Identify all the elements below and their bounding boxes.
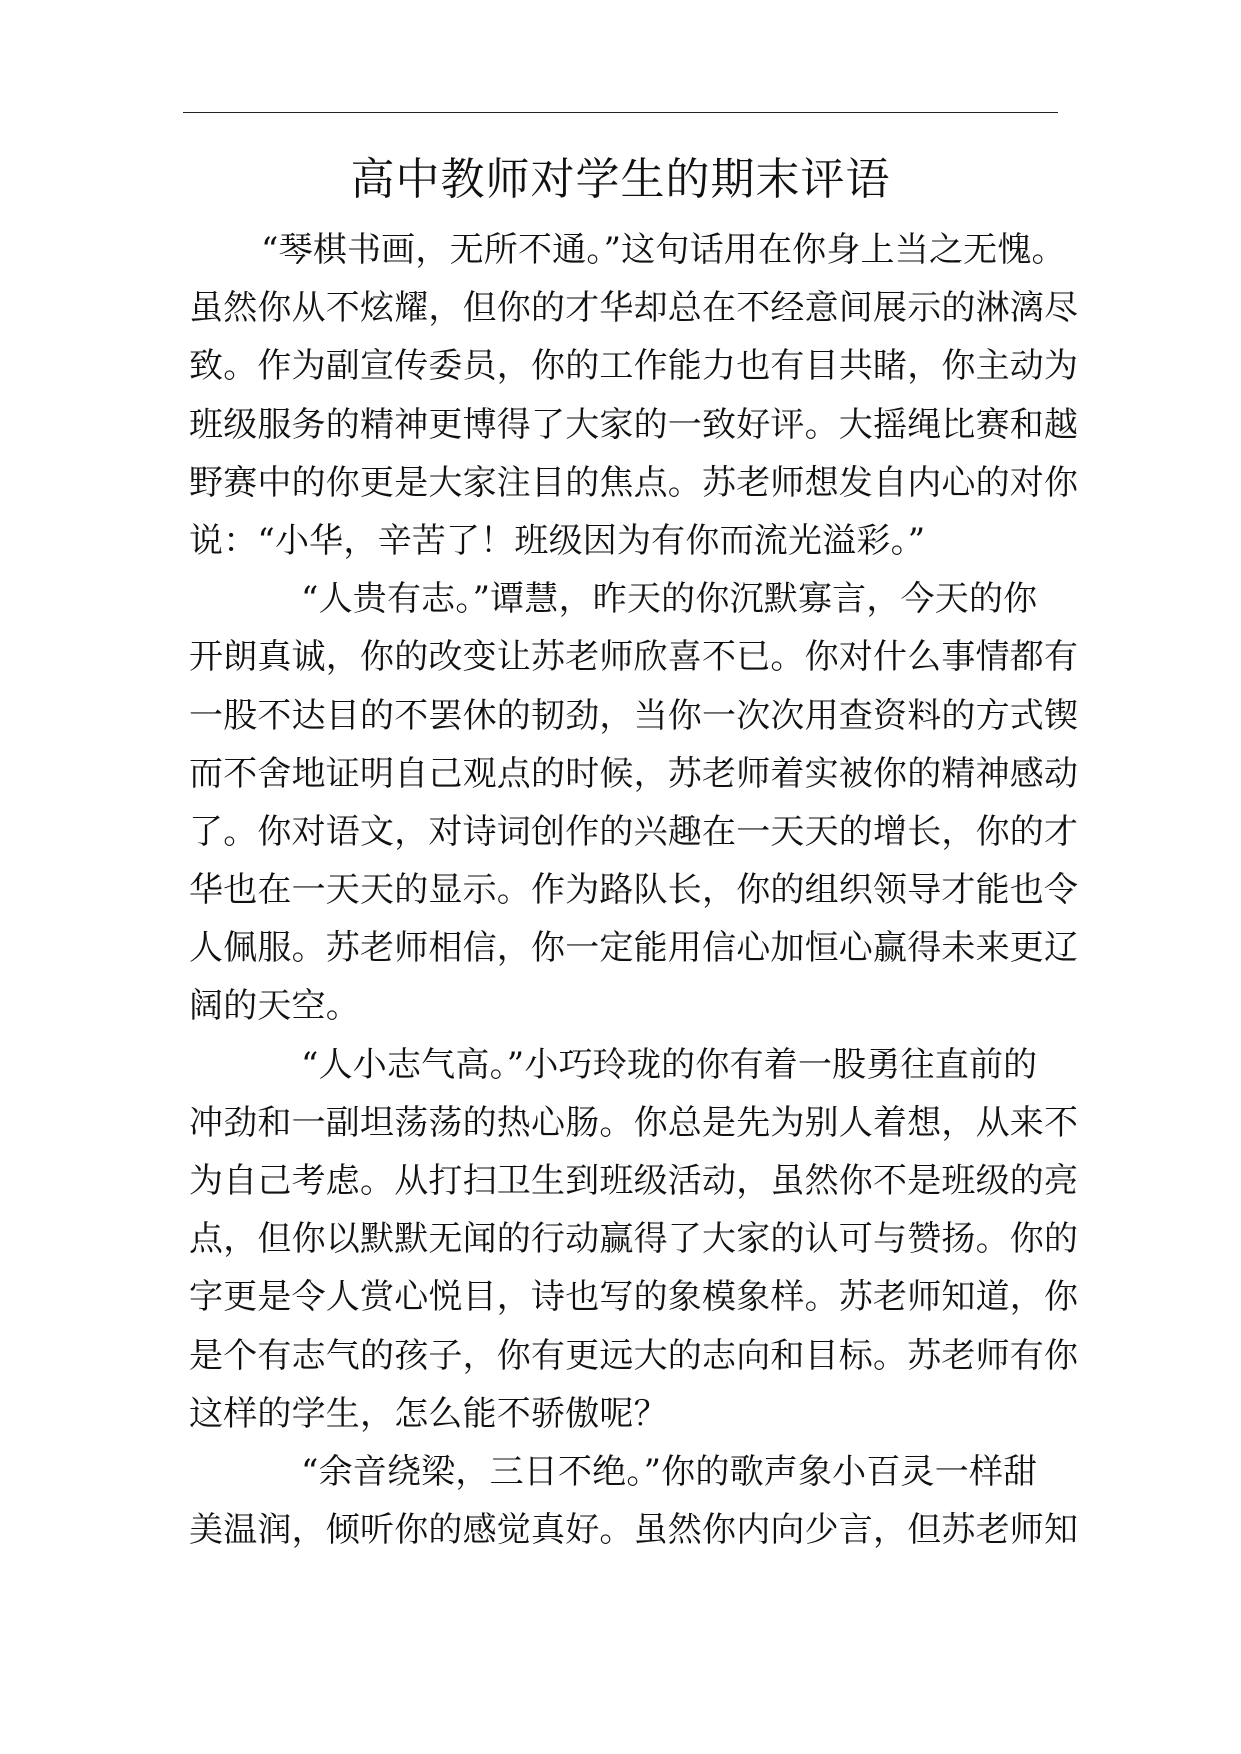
- text-line: 虽然你从不炫耀，但你的才华却总在不经意间展示的淋漓尽: [189, 288, 1079, 329]
- text-line: “琴棋书画，无所不通。”这句话用在你身上当之无愧。: [261, 230, 1066, 270]
- header-rule: [183, 112, 1058, 113]
- text-line: 开朗真诚，你的改变让苏老师欣喜不已。你对什么事情都有: [189, 637, 1079, 678]
- text-line: 致。作为副宣传委员，你的工作能力也有目共睹，你主动为: [189, 346, 1079, 387]
- text-line: “人贵有志。”谭慧，昨天的你沉默寡言，今天的你: [301, 579, 1038, 620]
- document-title: 高中教师对学生的期末评语: [350, 154, 891, 205]
- comment-paragraph-1: [189, 221, 1079, 570]
- text-line: 华也在一天天的显示。作为路队长，你的组织领导才能也令: [189, 870, 1079, 911]
- text-line: 一股不达目的不罢休的韧劲，当你一次次用查资料的方式锲: [189, 695, 1079, 736]
- text-line: 而不舍地证明自己观点的时候，苏老师着实被你的精神感动: [189, 753, 1079, 794]
- comment-paragraph-3: [189, 1036, 1079, 1443]
- text-line: “人小志气高。”小巧玲珑的你有着一股勇往直前的: [301, 1044, 1038, 1085]
- text-line: 点，但你以默默无闻的行动赢得了大家的认可与赞扬。你的: [189, 1219, 1079, 1260]
- text-line: 这样的学生，怎么能不骄傲呢？: [189, 1393, 668, 1434]
- text-line: 人佩服。苏老师相信，你一定能用信心加恒心赢得未来更辽: [189, 928, 1079, 969]
- text-line: 班级服务的精神更博得了大家的一致好评。大摇绳比赛和越: [189, 404, 1079, 445]
- text-line: 了。你对语文，对诗词创作的兴趣在一天天的增长，你的才: [189, 811, 1079, 852]
- text-line: 美温润，倾听你的感觉真好。虽然你内向少言，但苏老师知: [189, 1510, 1079, 1551]
- comment-paragraph-4: [189, 1443, 1079, 1559]
- text-line: “余音绕梁，三日不绝。”你的歌声象小百灵一样甜: [301, 1451, 1038, 1492]
- text-line: 字更是令人赏心悦目，诗也写的象模象样。苏老师知道，你: [189, 1277, 1079, 1318]
- text-line: 是个有志气的孩子，你有更远大的志向和目标。苏老师有你: [189, 1335, 1079, 1376]
- text-line: 说：“小华，辛苦了！班级因为有你而流光溢彩。”: [189, 520, 926, 561]
- text-line: 阔的天空。: [189, 986, 360, 1027]
- text-line: 野赛中的你更是大家注目的焦点。苏老师想发自内心的对你: [189, 462, 1079, 503]
- text-line: 冲劲和一副坦荡荡的热心肠。你总是先为别人着想，从来不: [189, 1102, 1079, 1143]
- comment-paragraph-2: [189, 570, 1079, 1036]
- text-line: 为自己考虑。从打扫卫生到班级活动，虽然你不是班级的亮: [189, 1161, 1079, 1201]
- document-body: [189, 221, 1079, 1559]
